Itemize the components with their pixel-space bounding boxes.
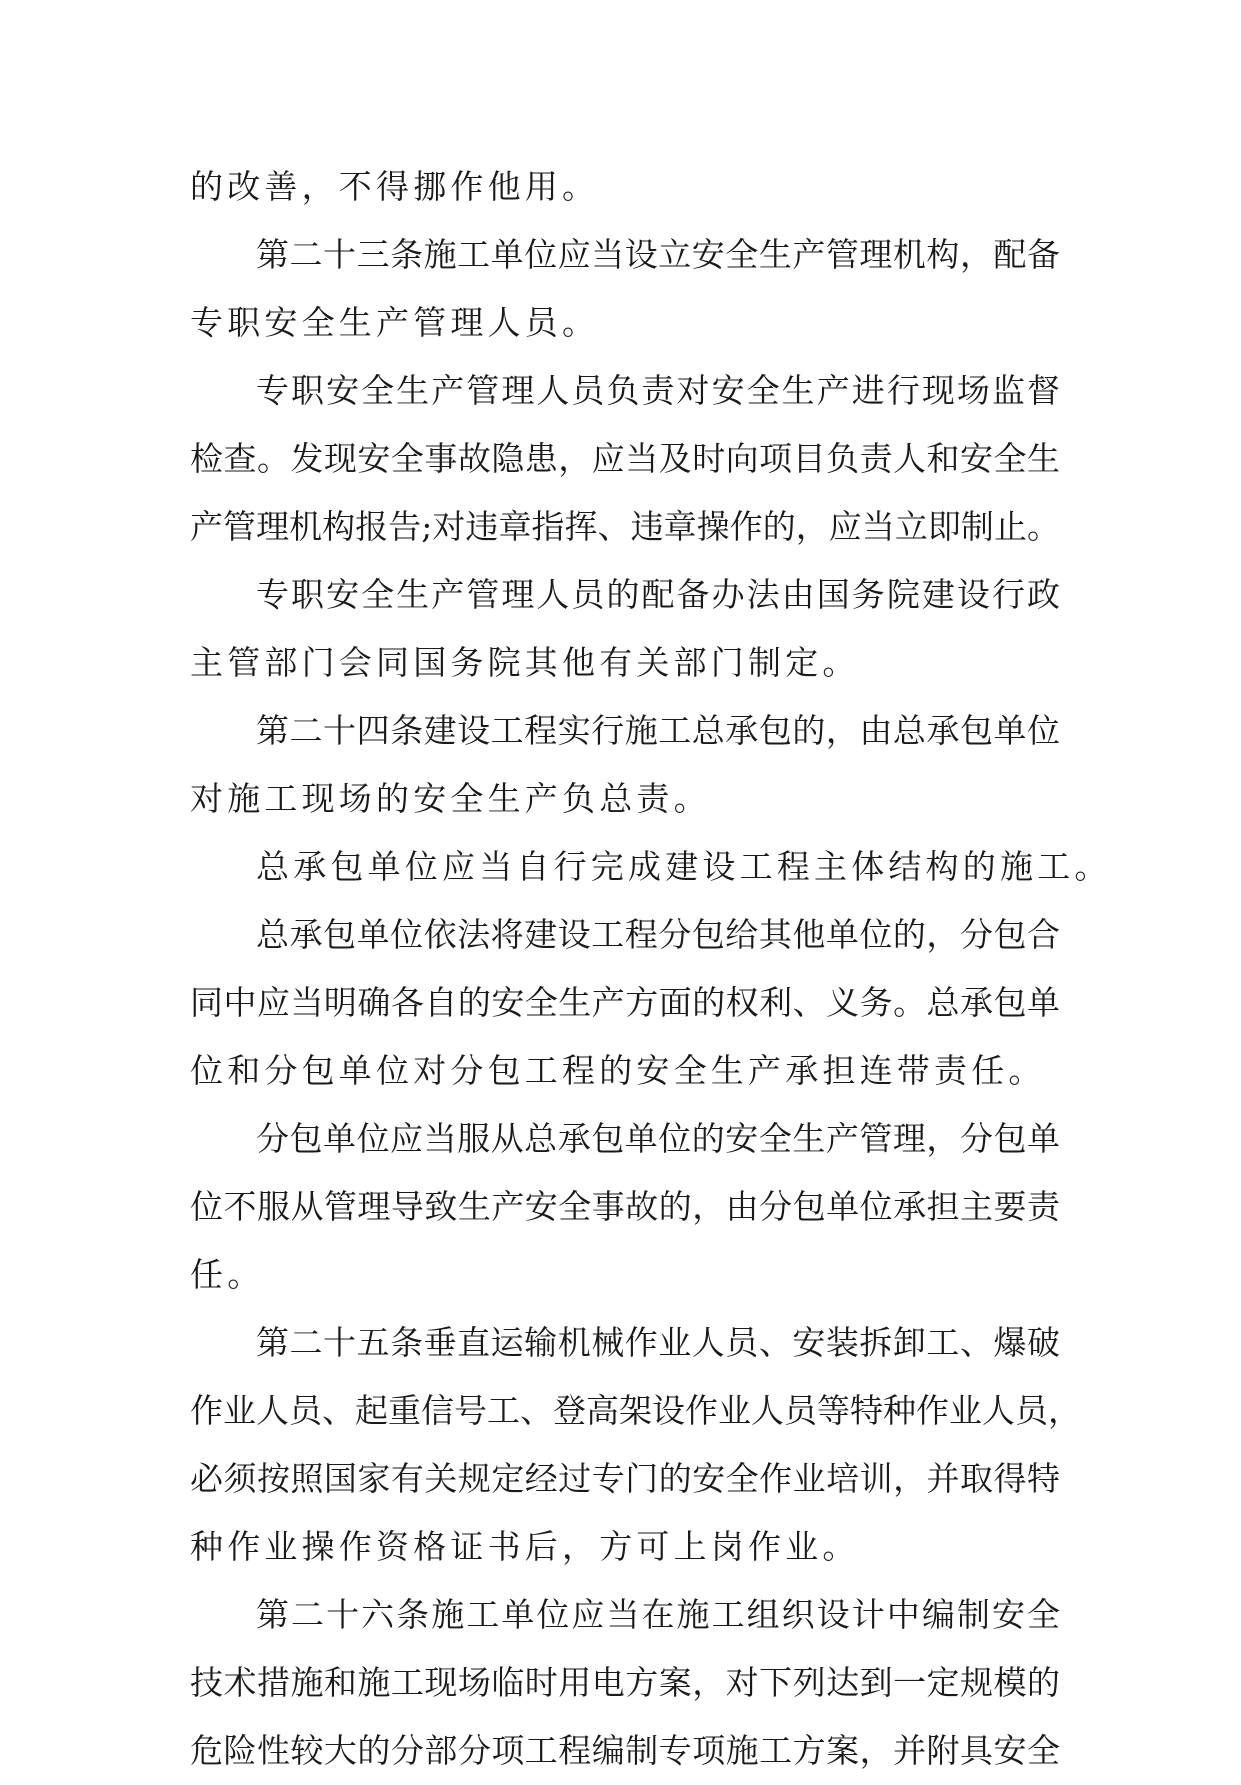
text-line: 专职安全生产管理人员负责对安全生产进行现场监督 — [256, 371, 1060, 410]
text-line: 主管部门会同国务院其他有关部门制定。 — [190, 643, 860, 682]
text-line: 危险性较大的分部分项工程编制专项施工方案，并附具安全 — [190, 1731, 1060, 1770]
text-line: 专职安全生产管理人员。 — [190, 303, 600, 342]
text-line: 第二十四条建设工程实行施工总承包的，由总承包单位 — [256, 711, 1060, 750]
text-line: 技术措施和施工现场临时用电方案，对下列达到一定规模的 — [190, 1663, 1060, 1702]
text-line: 位不服从管理导致生产安全事故的，由分包单位承担主要责 — [190, 1187, 1060, 1226]
text-line: 第二十三条施工单位应当设立安全生产管理机构，配备 — [256, 235, 1060, 274]
text-line: 对施工现场的安全生产负总责。 — [190, 779, 711, 818]
text-line: 检查。发现安全事故隐患，应当及时向项目负责人和安全生 — [190, 439, 1060, 478]
text-line: 同中应当明确各自的安全生产方面的权利、义务。总承包单 — [190, 983, 1060, 1022]
text-line: 第二十六条施工单位应当在施工组织设计中编制安全 — [256, 1595, 1060, 1634]
text-line: 产管理机构报告;对违章指挥、违章操作的，应当立即制止。 — [190, 507, 1060, 546]
text-line: 专职安全生产管理人员的配备办法由国务院建设行政 — [256, 575, 1060, 614]
text-line: 任。 — [190, 1255, 265, 1294]
text-line: 分包单位应当服从总承包单位的安全生产管理，分包单 — [256, 1119, 1060, 1158]
text-line: 种作业操作资格证书后，方可上岗作业。 — [190, 1527, 860, 1566]
text-line: 位和分包单位对分包工程的安全生产承担连带责任。 — [190, 1051, 1046, 1090]
text-line: 总承包单位依法将建设工程分包给其他单位的，分包合 — [256, 915, 1060, 954]
text-line: 总承包单位应当自行完成建设工程主体结构的施工。 — [256, 847, 1112, 886]
text-line: 第二十五条垂直运输机械作业人员、安装拆卸工、爆破 — [256, 1323, 1060, 1362]
document-body — [190, 153, 1112, 1785]
text-line: 的改善，不得挪作他用。 — [190, 167, 600, 206]
text-line: 必须按照国家有关规定经过专门的安全作业培训，并取得特 — [190, 1459, 1060, 1498]
text-line: 作业人员、起重信号工、登高架设作业人员等特种作业人员， — [190, 1391, 1081, 1430]
